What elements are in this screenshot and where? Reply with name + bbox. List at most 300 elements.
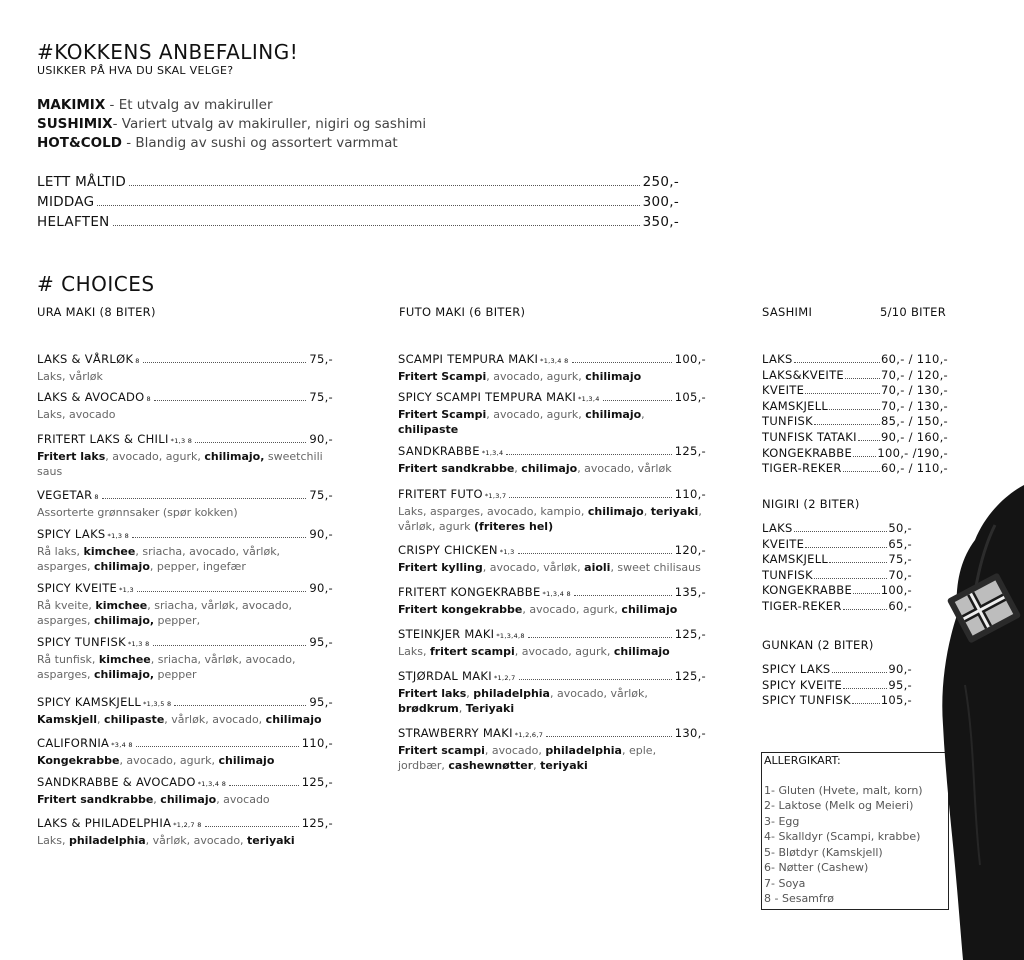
meal-price-list	[37, 172, 679, 232]
menu-item-row	[398, 669, 706, 684]
allergen-codes: *1,2,6,7	[514, 731, 544, 739]
meal-price: 300,-	[642, 194, 679, 210]
sashimi-price: 90,- / 160,-	[881, 429, 948, 444]
allergy-item: 1- Gluten (Hvete, malt, korn)	[764, 783, 923, 797]
menu-item-name: FRITERT FUTO	[398, 487, 483, 501]
menu-item	[398, 352, 706, 384]
menu-item-name: SCAMPI TEMPURA MAKI	[398, 352, 539, 366]
menu-item-desc	[398, 602, 706, 617]
menu-item	[37, 581, 333, 628]
menu-item-desc	[398, 560, 706, 575]
menu-item-price: 95,-	[309, 695, 333, 709]
menu-item-price: 135,-	[674, 585, 706, 599]
desc-segment: Kongekrabbe	[37, 754, 120, 767]
desc-segment: , avocado, agurk,	[522, 603, 622, 616]
leader-dots	[858, 440, 880, 441]
meal-name: LETT MÅLTID	[37, 174, 127, 190]
combo-desc: - Variert utvalg av makiruller, nigiri og sashimi	[112, 116, 427, 132]
desc-segment: chilimajo	[521, 462, 578, 475]
menu-item	[398, 487, 706, 534]
desc-segment: , pepper, ingefær	[149, 560, 246, 573]
gunkan-row	[762, 678, 912, 694]
allergen-codes: *1,3	[499, 548, 515, 556]
allergen-codes: *1,3,4 8	[197, 780, 227, 788]
menu-item-price: 125,-	[674, 627, 706, 641]
sashimi-name: KVEITE	[762, 383, 805, 398]
menu-item	[398, 543, 706, 575]
leader-dots	[829, 409, 880, 410]
desc-segment: kimchee	[95, 599, 148, 612]
menu-item-desc	[398, 369, 706, 384]
leader-dots	[546, 736, 672, 737]
menu-item-price: 125,-	[301, 775, 333, 789]
leader-dots	[843, 471, 880, 472]
menu-item-row	[37, 488, 333, 503]
menu-item-price: 100,-	[674, 352, 706, 366]
allergen-codes: *1,3 8	[170, 437, 193, 445]
desc-segment: chilipaste	[104, 713, 165, 726]
meal-row	[37, 192, 679, 212]
desc-segment: , eple, jordbær,	[398, 744, 657, 772]
menu-item-row	[37, 527, 333, 542]
sashimi-price: 70,- / 130,-	[881, 383, 948, 398]
gunkan-name: SPICY KVEITE	[762, 677, 843, 692]
sashimi-price: 70,- / 120,-	[881, 367, 948, 382]
desc-segment: chilimajo	[621, 603, 678, 616]
futo-maki-list	[398, 352, 706, 787]
sashimi-row	[762, 446, 948, 462]
menu-item-price: 105,-	[674, 390, 706, 404]
desc-segment: philadelphia	[473, 687, 550, 700]
menu-item-price: 75,-	[309, 390, 333, 404]
nigiri-price: 75,-	[888, 552, 912, 567]
menu-item-row	[398, 352, 706, 367]
desc-segment: , avocado, agurk,	[105, 450, 205, 463]
menu-item-name: VEGETAR	[37, 488, 93, 502]
desc-segment: chilimajo	[160, 793, 217, 806]
desc-segment: Fritert sandkrabbe	[37, 793, 154, 806]
leader-dots	[509, 497, 671, 498]
choices-title: # CHOICES	[37, 272, 155, 296]
menu-item-name: SPICY KVEITE	[37, 581, 118, 595]
futo-maki-header: FUTO MAKI (6 BITER)	[399, 305, 526, 319]
leader-dots	[572, 362, 672, 363]
menu-item-desc	[37, 449, 333, 479]
nigiri-list	[762, 521, 912, 615]
sashimi-name: KONGEKRABBE	[762, 445, 853, 460]
combo-name: HOT&COLD	[37, 135, 122, 151]
menu-item-row	[37, 352, 333, 367]
menu-item	[37, 352, 333, 384]
desc-segment: chilimajo	[265, 713, 322, 726]
combo-item	[37, 134, 637, 153]
ura-maki-list	[37, 352, 333, 862]
menu-item-name: STRAWBERRY MAKI	[398, 726, 513, 740]
menu-item	[398, 669, 706, 716]
menu-item-name: CALIFORNIA	[37, 736, 110, 750]
menu-item-row	[398, 444, 706, 459]
menu-item	[37, 775, 333, 807]
desc-segment: , sweet chilisaus	[610, 561, 701, 574]
menu-item-price: 75,-	[309, 352, 333, 366]
leader-dots	[518, 553, 672, 554]
allergy-title: ALLERGIKART:	[764, 754, 841, 767]
nigiri-name: LAKS	[762, 521, 793, 535]
nigiri-price: 50,-	[888, 521, 912, 535]
desc-segment: , avocado, vårløk	[577, 462, 672, 475]
desc-segment: chilimajo,	[94, 614, 155, 627]
nigiri-row	[762, 537, 912, 553]
allergen-codes: *1,3,4	[578, 395, 600, 403]
allergen-codes: *1,2,7 8	[173, 821, 202, 829]
leader-dots	[506, 454, 671, 455]
leader-dots	[153, 645, 307, 646]
desc-segment: brødkrum	[398, 702, 459, 715]
menu-item-desc	[398, 644, 706, 659]
menu-item	[37, 390, 333, 422]
menu-item-row	[398, 585, 706, 600]
sashimi-list	[762, 352, 948, 477]
allergen-codes: *1,3	[119, 586, 134, 594]
allergen-codes: 8	[146, 395, 151, 403]
desc-segment: Fritert Scampi	[398, 370, 487, 383]
menu-item-desc	[37, 544, 333, 574]
sashimi-name: LAKS	[762, 352, 793, 366]
menu-item-desc	[37, 712, 333, 727]
desc-segment: kimchee	[83, 545, 136, 558]
meal-name: HELAFTEN	[37, 214, 110, 230]
allergen-codes: *3,4 8	[111, 741, 133, 749]
desc-segment: teriyaki	[540, 759, 588, 772]
leader-dots	[205, 826, 299, 827]
sashimi-pieces: 5/10 BITER	[880, 305, 947, 319]
desc-segment: Fritert kylling	[398, 561, 483, 574]
desc-segment: sweetchili saus	[37, 450, 323, 478]
menu-item-price: 90,-	[309, 527, 333, 541]
allergen-codes: 8	[94, 493, 99, 501]
menu-item-price: 125,-	[674, 669, 706, 683]
allergen-codes: *1,3 8	[127, 640, 150, 648]
leader-dots	[174, 705, 306, 706]
combo-name: SUSHIMIX	[37, 116, 113, 132]
nigiri-row	[762, 521, 912, 537]
menu-item-price: 125,-	[674, 444, 706, 458]
sashimi-row	[762, 461, 948, 477]
sashimi-row	[762, 430, 948, 446]
gunkan-price: 95,-	[888, 677, 912, 692]
menu-item	[398, 444, 706, 476]
nigiri-row	[762, 599, 912, 615]
leader-dots	[603, 400, 672, 401]
sashimi-name: LAKS&KVEITE	[762, 367, 845, 382]
menu-item-desc	[398, 461, 706, 476]
leader-dots	[528, 637, 672, 638]
desc-segment: , avocado, agurk,	[514, 645, 614, 658]
desc-segment: chilimajo	[218, 754, 275, 767]
menu-item-desc	[37, 369, 333, 384]
menu-item-price: 90,-	[309, 432, 333, 446]
meal-row	[37, 212, 679, 232]
nigiri-price: 100,-	[880, 583, 912, 598]
desc-segment: chilimajo	[587, 505, 644, 518]
menu-item-row	[398, 543, 706, 558]
menu-item	[37, 527, 333, 574]
leader-dots	[814, 424, 880, 425]
menu-item-desc	[37, 652, 333, 682]
allergy-list	[764, 783, 948, 907]
desc-segment: , vårløk, agurk	[398, 505, 702, 533]
desc-segment: Fritert laks	[398, 687, 467, 700]
menu-item-desc	[398, 407, 706, 437]
gunkan-list	[762, 662, 912, 709]
leader-dots	[154, 400, 306, 401]
gunkan-row	[762, 693, 912, 709]
desc-segment: ,	[533, 759, 541, 772]
menu-item-row	[37, 695, 333, 710]
desc-segment: chilimajo	[585, 370, 642, 383]
nigiri-name: KVEITE	[762, 536, 805, 551]
menu-item-price: 130,-	[674, 726, 706, 740]
nigiri-name: KAMSKJELL	[762, 552, 829, 567]
menu-item	[398, 627, 706, 659]
sashimi-name: KAMSKJELL	[762, 398, 829, 413]
allergy-item: 3- Egg	[764, 814, 800, 828]
leader-dots	[229, 785, 299, 786]
allergy-item: 7- Soya	[764, 876, 806, 890]
menu-item	[37, 635, 333, 682]
sashimi-price: 60,- / 110,-	[881, 461, 948, 476]
menu-item	[398, 585, 706, 617]
menu-item-row	[398, 390, 706, 405]
menu-item-row	[398, 726, 706, 741]
gunkan-price: 90,-	[888, 662, 912, 676]
menu-item-desc	[37, 753, 333, 768]
desc-segment: Assorterte grønnsaker (spør kokken)	[37, 506, 238, 519]
combo-item	[37, 115, 637, 134]
desc-segment: Kamskjell	[37, 713, 98, 726]
desc-segment: ,	[643, 505, 651, 518]
menu-item-desc	[37, 505, 333, 520]
desc-segment: ,	[466, 687, 474, 700]
menu-item-price: 110,-	[301, 736, 333, 750]
gunkan-price: 105,-	[880, 693, 912, 708]
allergen-codes: *1,3,4 8	[540, 357, 569, 365]
desc-segment: chilimajo,	[204, 450, 265, 463]
menu-item-name: SPICY SCAMPI TEMPURA MAKI	[398, 390, 577, 404]
desc-segment: aioli	[584, 561, 611, 574]
menu-item-price: 75,-	[309, 488, 333, 502]
nigiri-name: KONGEKRABBE	[762, 583, 853, 598]
menu-item-name: FRITERT LAKS & CHILI	[37, 432, 169, 446]
nigiri-header: NIGIRI (2 BITER)	[762, 497, 860, 511]
allergen-codes: 8	[135, 357, 140, 365]
desc-segment: cashewnøtter	[448, 759, 534, 772]
desc-segment: Teriyaki	[465, 702, 515, 715]
menu-item-desc	[398, 686, 706, 716]
nigiri-row	[762, 568, 912, 584]
menu-item-price: 90,-	[309, 581, 333, 595]
menu-item-name: SPICY LAKS	[37, 527, 106, 541]
gunkan-row	[762, 662, 912, 678]
desc-segment: ,	[514, 462, 522, 475]
sashimi-row	[762, 383, 948, 399]
leader-dots	[843, 688, 887, 689]
desc-segment: Laks, avocado	[37, 408, 116, 421]
menu-item-row	[37, 775, 333, 790]
menu-item-desc	[37, 598, 333, 628]
meal-price: 250,-	[642, 174, 679, 190]
desc-segment: Rå kveite,	[37, 599, 96, 612]
desc-segment: teriyaki	[247, 834, 295, 847]
leader-dots	[136, 746, 299, 747]
allergy-item: 6- Nøtter (Cashew)	[764, 861, 869, 874]
allergy-item: 8 - Sesamfrø	[764, 892, 835, 905]
desc-segment: Fritert laks	[37, 450, 106, 463]
allergen-codes: *1,3,4	[481, 449, 504, 457]
desc-segment: , avocado, agurk,	[486, 408, 586, 421]
menu-item-row	[37, 390, 333, 405]
combo-desc: - Blandig av sushi og assortert varmmat	[121, 135, 398, 151]
nigiri-row	[762, 583, 912, 599]
menu-item-row	[37, 736, 333, 751]
desc-segment: ,	[153, 793, 161, 806]
desc-segment: Laks,	[398, 645, 430, 658]
menu-item-price: 125,-	[301, 816, 333, 830]
desc-segment: philadelphia	[68, 834, 146, 847]
leader-dots	[843, 609, 888, 610]
desc-segment: , avocado, agurk,	[119, 754, 219, 767]
page-subtitle: USIKKER PÅ HVA DU SKAL VELGE?	[37, 64, 234, 77]
menu-item-row	[398, 487, 706, 502]
allergy-item: 5- Bløtdyr (Kamskjell)	[764, 845, 883, 859]
desc-segment: , avocado, agurk,	[486, 370, 586, 383]
leader-dots	[845, 378, 880, 379]
leader-dots	[574, 595, 672, 596]
leader-dots	[519, 679, 672, 680]
allergen-codes: *1,3,7	[484, 492, 507, 500]
desc-segment: Fritert Scampi	[398, 408, 487, 421]
desc-segment: , sriacha, vårløk, avocado, asparges,	[37, 599, 292, 627]
sashimi-name: TUNFISK TATAKI	[762, 429, 857, 444]
menu-item-name: STEINKJER MAKI	[398, 627, 495, 641]
leader-dots	[853, 593, 880, 594]
desc-segment: chilimajo	[585, 408, 642, 421]
menu-item-name: SANDKRABBE & AVOCADO	[37, 775, 196, 789]
sashimi-row	[762, 352, 948, 368]
allergen-codes: *1,2,7	[493, 674, 516, 682]
sashimi-name: TIGER-REKER	[762, 461, 842, 476]
menu-item-row	[37, 816, 333, 831]
sashimi-header: SASHIMI	[762, 305, 813, 319]
allergy-item: 2- Laktose (Melk og Meieri)	[764, 799, 914, 812]
leader-dots	[143, 362, 307, 363]
desc-segment: pepper	[154, 668, 197, 681]
sashimi-price: 70,- / 130,-	[881, 398, 948, 413]
nigiri-price: 70,-	[888, 567, 912, 582]
desc-segment: , vårløk, avocado,	[164, 713, 266, 726]
menu-item-name: LAKS & AVOCADO	[37, 390, 145, 404]
leader-dots	[832, 672, 888, 673]
gunkan-name: SPICY TUNFISK	[762, 693, 851, 708]
desc-segment: philadelphia	[545, 744, 622, 757]
leader-dots	[195, 442, 306, 443]
menu-item-desc	[37, 792, 333, 807]
menu-item	[37, 816, 333, 848]
desc-segment: ,	[458, 702, 466, 715]
menu-item-name: FRITERT KONGEKRABBE	[398, 585, 541, 599]
desc-segment: pepper,	[154, 614, 201, 627]
meal-name: MIDDAG	[37, 194, 95, 210]
desc-segment: chilimajo	[94, 560, 150, 573]
leader-dots	[805, 547, 887, 548]
menu-item-desc	[398, 504, 706, 534]
desc-segment: , sriacha, vårløk, avocado, asparges,	[37, 653, 296, 681]
menu-item-row	[37, 635, 333, 650]
leader-dots	[132, 537, 306, 538]
allergy-item: 4- Skalldyr (Scampi, krabbe)	[764, 830, 921, 843]
desc-segment: Rå tunfisk,	[37, 653, 99, 666]
menu-item-price: 95,-	[309, 635, 333, 649]
nigiri-price: 60,-	[888, 598, 912, 613]
combo-list	[37, 96, 637, 153]
leader-dots	[137, 591, 306, 592]
menu-item-name: CRISPY CHICKEN	[398, 543, 498, 557]
desc-segment: Laks, asparges, avocado, kampio,	[398, 505, 588, 518]
gunkan-header: GUNKAN (2 BITER)	[762, 638, 874, 652]
sashimi-row	[762, 414, 948, 430]
desc-segment: ,	[97, 713, 105, 726]
page-title: #KOKKENS ANBEFALING!	[37, 40, 299, 64]
menu-item	[398, 726, 706, 773]
desc-segment: chilimajo,	[94, 668, 155, 681]
desc-segment: Fritert sandkrabbe	[398, 462, 515, 475]
allergy-chart	[761, 752, 949, 910]
allergen-codes: *1,3,4 8	[542, 590, 571, 598]
allergen-codes: *1,3 8	[107, 532, 130, 540]
allergen-codes: *1,3,5 8	[143, 700, 172, 708]
menu-item-desc	[398, 743, 706, 773]
desc-segment: , vårløk, avocado,	[145, 834, 248, 847]
leader-dots	[805, 393, 880, 394]
sashimi-row	[762, 399, 948, 415]
menu-item-name: LAKS & PHILADELPHIA	[37, 816, 172, 830]
menu-item	[37, 695, 333, 727]
desc-segment: , sriacha, avocado, vårløk, asparges,	[37, 545, 281, 573]
leader-dots	[829, 562, 887, 563]
sashimi-name: TUNFISK	[762, 414, 813, 429]
menu-item-name: LAKS & VÅRLØK	[37, 352, 134, 366]
menu-item-price: 110,-	[674, 487, 706, 501]
desc-segment: Laks, vårløk	[37, 370, 103, 383]
menu-item-name: SPICY TUNFISK	[37, 635, 126, 649]
menu-item	[37, 488, 333, 520]
desc-segment: kimchee	[98, 653, 151, 666]
ura-maki-header: URA MAKI (8 BITER)	[37, 305, 156, 319]
leader-dots	[794, 531, 888, 532]
menu-item-desc	[37, 833, 333, 848]
menu-item-name: SANDKRABBE	[398, 444, 480, 458]
sashimi-price: 100,- /190,-	[877, 445, 948, 460]
menu-item	[37, 736, 333, 768]
nigiri-name: TIGER-REKER	[762, 598, 842, 613]
desc-segment: teriyaki	[650, 505, 699, 518]
leader-dots	[814, 578, 887, 579]
desc-segment: (friteres hel)	[474, 520, 554, 533]
leader-dots	[794, 362, 880, 363]
nigiri-price: 65,-	[888, 536, 912, 551]
sashimi-price: 60,- / 110,-	[881, 352, 948, 366]
menu-item-row	[37, 432, 333, 447]
